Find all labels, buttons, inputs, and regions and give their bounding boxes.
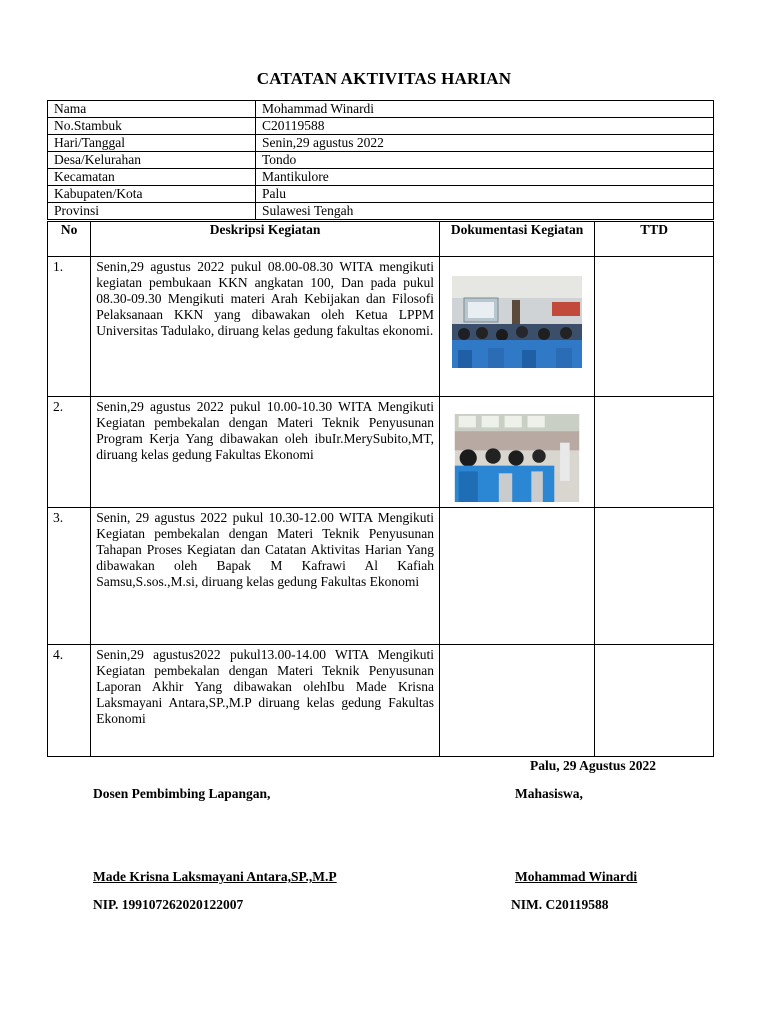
signature-cell (595, 397, 714, 508)
activity-header-row (48, 222, 714, 257)
activity-description: Senin,29 agustus 2022 pukul 08.00-08.30 WITA mengikuti kegiatan pembukaan KKN angkatan 100, Dan pada pukul 08.30-09.30 Mengikuti materi Arah Kebijakan dan Filosofi Pelaksanaan KKN yang dibawakan oleh Ketua LPPM Universitas Tadulako, diruang kelas gedung fakultas ekonomi. (91, 257, 440, 397)
info-row-nama (48, 101, 714, 118)
documentation-cell (439, 397, 594, 508)
documentation-cell (439, 645, 594, 757)
info-label: Kecamatan (48, 169, 256, 186)
signature-cell (595, 257, 714, 397)
document-title: CATATAN AKTIVITAS HARIAN (256, 69, 512, 88)
info-row-date (48, 135, 714, 152)
place-date: Palu, 29 Agustus 2022 (530, 758, 657, 773)
activity-number: 1. (48, 257, 91, 397)
info-row-province (48, 203, 714, 220)
activity-description: Senin,29 agustus2022 pukul13.00-14.00 WITA Mengikuti Kegiatan pembekalan dengan Materi Teknik Penyusunan Laporan Akhir Yang dibawakan olehIbu Made Krisna Laksmayani Antara,SP.,M.P diruang kelas gedung Fakultas Ekonomi (91, 645, 440, 757)
activity-description: Senin, 29 agustus 2022 pukul 10.30-12.00 WITA Mengikuti Kegiatan pembekalan dengan Materi Teknik Penyusunan Tahapan Proses Kegiatan dan Catatan Aktivitas Harian Yang dibawakan oleh Bapak M Kafrawi Al Kafiah Samsu,S.sos.,M.si, diruang kelas gedung Fakultas Ekonomi (91, 508, 440, 645)
info-value: Mohammad Winardi (256, 101, 714, 118)
info-label: Provinsi (48, 203, 256, 220)
info-label: No.Stambuk (48, 118, 256, 135)
supervisor-name: Made Krisna Laksmayani Antara,SP.,M.P (93, 869, 337, 884)
signature-cell (595, 508, 714, 645)
activity-number: 3. (48, 508, 91, 645)
info-value: Tondo (256, 152, 714, 169)
classroom-photo-2 (452, 414, 582, 502)
info-label: Kabupaten/Kota (48, 186, 256, 203)
info-value: Palu (256, 186, 714, 203)
activity-row (48, 645, 714, 757)
signature-cell (595, 645, 714, 757)
activity-row (48, 397, 714, 508)
info-value: Sulawesi Tengah (256, 203, 714, 220)
activity-description: Senin,29 agustus 2022 pukul 10.00-10.30 WITA Mengikuti Kegiatan pembekalan dengan Materi Teknik Penyusunan Program Kerja Yang dibawakan oleh ibuIr.MerySubito,MT, diruang kelas gedung Fakultas Ekonomi (91, 397, 440, 508)
info-row-city (48, 186, 714, 203)
student-info-table (47, 100, 714, 220)
activity-number: 4. (48, 645, 91, 757)
activity-row (48, 508, 714, 645)
classroom-photo-1 (452, 276, 582, 368)
info-row-village (48, 152, 714, 169)
student-name: Mohammad Winardi (515, 869, 638, 884)
header-no: No (48, 222, 91, 257)
header-description: Deskripsi Kegiatan (91, 222, 440, 257)
header-documentation: Dokumentasi Kegiatan (439, 222, 594, 257)
supervisor-role: Dosen Pembimbing Lapangan, (93, 786, 271, 801)
student-nim: NIM. C20119588 (511, 897, 609, 912)
info-value: C20119588 (256, 118, 714, 135)
info-label: Hari/Tanggal (48, 135, 256, 152)
info-value: Mantikulore (256, 169, 714, 186)
student-role: Mahasiswa, (515, 786, 583, 801)
activity-number: 2. (48, 397, 91, 508)
info-label: Nama (48, 101, 256, 118)
documentation-cell (439, 508, 594, 645)
documentation-cell (439, 257, 594, 397)
info-row-district (48, 169, 714, 186)
supervisor-nip: NIP. 199107262020122007 (93, 897, 244, 912)
info-label: Desa/Kelurahan (48, 152, 256, 169)
info-row-stambuk (48, 118, 714, 135)
activity-row (48, 257, 714, 397)
info-value: Senin,29 agustus 2022 (256, 135, 714, 152)
header-signature: TTD (595, 222, 714, 257)
activity-table (47, 221, 714, 757)
